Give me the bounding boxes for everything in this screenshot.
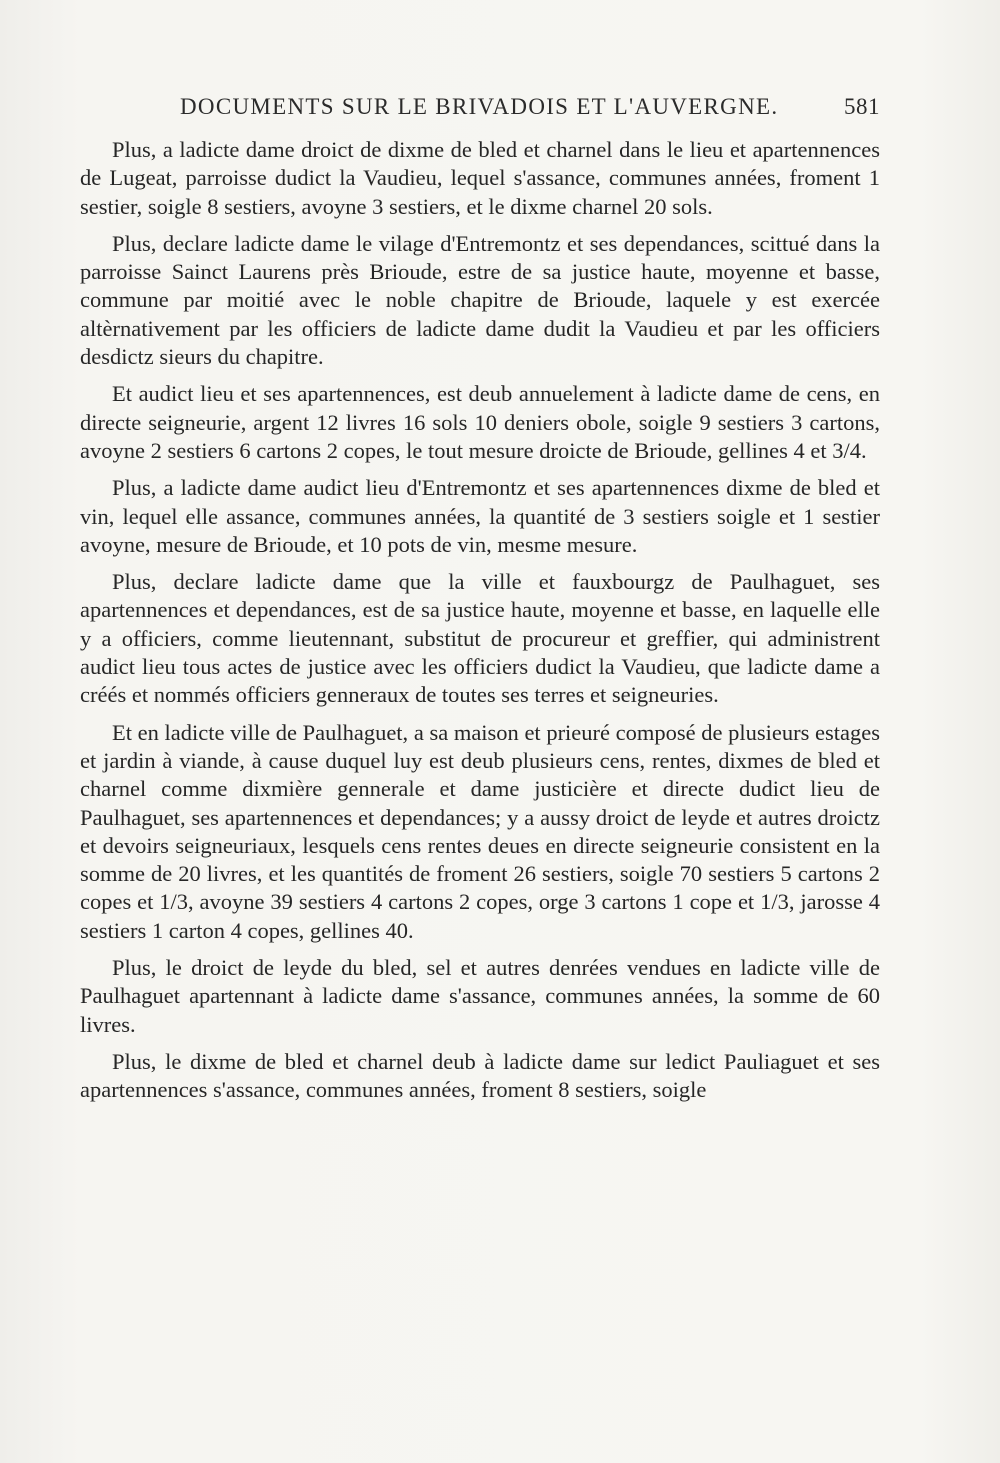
page-number: 581 xyxy=(844,94,880,119)
paragraph: Plus, declare ladicte dame que la ville et fauxbourgz de Paulhaguet, ses apartennences et dependances, est de sa justice haute, moyenne et basse, en laquelle elle y a officiers, comme lieutennant, substitut de procureur et greffier, qui administrent audict lieu tous actes de justice avec les officiers dudict la Vaudieu, que ladicte dame a créés et nommés officiers genneraux de toutes ses terres et seigneuries. xyxy=(80,569,880,708)
paragraph: Plus, le droict de leyde du bled, sel et autres denrées vendues en ladicte ville de Paulhaguet apartennant à ladicte dame s'assance, communes années, la somme de 60 livres. xyxy=(80,955,880,1037)
paragraph: Plus, le dixme de bled et charnel deub à ladicte dame sur ledict Pauliaguet et ses apartennences s'assance, communes années, froment 8 sestiers, soigle xyxy=(80,1048,880,1103)
paragraph: Et en ladicte ville de Paulhaguet, a sa maison et prieuré composé de plusieurs estages et jardin à viande, à cause duquel luy est deub plusieurs cens, rentes, dixmes de bled et charnel comme dixmière gennerale et dame justicière et directe dudict lieu de Paulhaguet, ses apartennences et dependances; y a aussy droict de leyde et autres droictz et devoirs seigneuriaux, lesquels cens rentes deues en directe seigneurie consistent en la somme de 20 livres, et les quantités de froment 26 sestiers, soigle 70 sestiers 5 cartons 2 copes et 1/3, avoyne 39 sestiers 4 cartons 2 copes, orge 3 cartons 1 cope et 1/3, jarosse 4 sestiers 1 carton 4 copes, gellines 40. xyxy=(80,719,880,943)
paragraph: Plus, declare ladicte dame le vilage d'Entremontz et ses dependances, scittué dans la parroisse Sainct Laurens près Brioude, estre de sa justice haute, moyenne et basse, commune par moitié avec le noble chapitre de Brioude, laquele y est exercée altèrnativement par les officiers de ladicte dame dudit la Vaudieu et par les officiers desdictz sieurs du chapitre. xyxy=(80,230,880,370)
running-title: DOCUMENTS SUR LE BRIVADOIS ET L'AUVERGNE. xyxy=(180,94,779,119)
body-text xyxy=(80,136,880,1114)
paragraph: Et audict lieu et ses apartennences, est deub annuelement à ladicte dame de cens, en directe seigneurie, argent 12 livres 16 sols 10 deniers obole, soigle 9 sestiers 3 cartons, avoyne 2 sestiers 6 cartons 2 copes, le tout mesure droicte de Brioude, gellines 4 et 3/4. xyxy=(80,381,880,463)
paragraph: Plus, a ladicte dame droict de dixme de bled et charnel dans le lieu et apartennences de Lugeat, parroisse dudict la Vaudieu, lequel s'assance, communes années, froment 1 sestier, soigle 8 sestiers, avoyne 3 sestiers, et le dixme charnel 20 sols. xyxy=(80,137,880,219)
paragraph: Plus, a ladicte dame audict lieu d'Entremontz et ses apartennences dixme de bled et vin, lequel elle assance, communes années, la quantité de 3 sestiers soigle et 1 sestier avoyne, mesure de Brioude, et 10 pots de vin, mesme mesure. xyxy=(80,475,880,557)
page-header xyxy=(80,94,880,124)
